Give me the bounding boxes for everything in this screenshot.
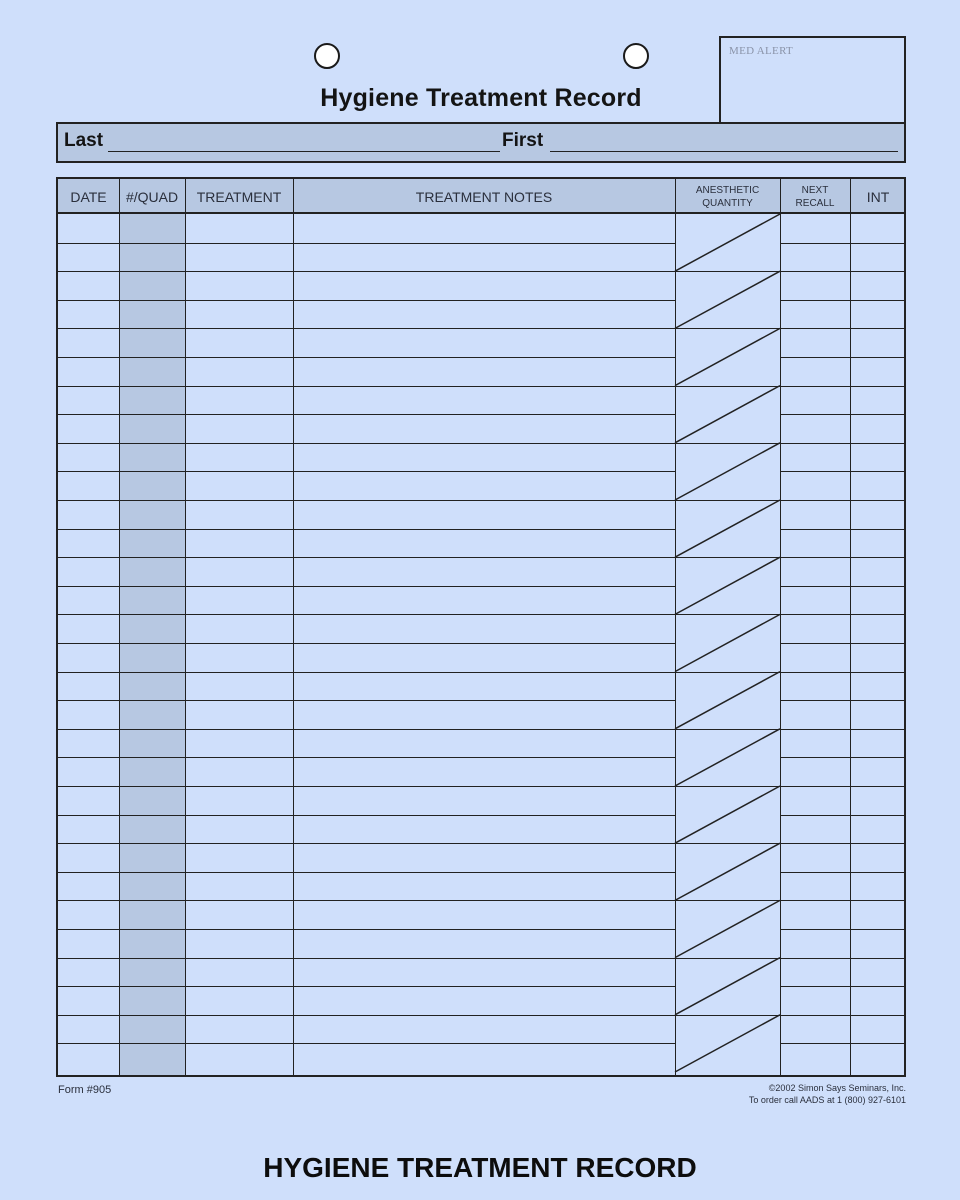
col-header-notes: TREATMENT NOTES [415, 188, 553, 205]
col-header-recall: NEXT RECALL [795, 184, 835, 209]
anesthetic-diagonal [675, 443, 780, 500]
first-name-field[interactable] [550, 151, 898, 152]
bottom-title: HYGIENE TREATMENT RECORD [263, 1152, 697, 1183]
anesthetic-diagonals [58, 179, 904, 1075]
anesthetic-diagonal [675, 386, 780, 443]
anesthetic-diagonal [675, 1015, 780, 1072]
col-header-quad: #/QUAD [125, 188, 179, 205]
anesthetic-diagonal [675, 729, 780, 786]
anesthetic-diagonal [675, 557, 780, 614]
form-title: Hygiene Treatment Record [320, 84, 642, 112]
order-info-text: To order call AADS at 1 (800) 927-6101 [748, 1095, 906, 1105]
med-alert-label: MED ALERT [729, 45, 794, 57]
punch-hole-right [623, 43, 649, 69]
copyright-text: ©2002 Simon Says Seminars, Inc. [768, 1083, 906, 1093]
first-name-label: First [502, 130, 544, 151]
patient-name-bar [56, 122, 906, 163]
anesthetic-diagonal [675, 672, 780, 729]
form-number: Form #905 [58, 1084, 112, 1096]
anesthetic-diagonal [675, 614, 780, 671]
col-header-anesthetic: ANESTHETIC QUANTITY [695, 184, 760, 209]
anesthetic-diagonal [675, 500, 780, 557]
anesthetic-diagonal [675, 271, 780, 328]
anesthetic-diagonal [675, 328, 780, 385]
anesthetic-diagonal [675, 786, 780, 843]
last-name-label: Last [64, 130, 104, 151]
last-name-field[interactable] [108, 151, 500, 152]
col-header-date: DATE [70, 188, 107, 205]
med-alert-box[interactable] [719, 36, 906, 124]
publisher-info [749, 1082, 906, 1106]
anesthetic-diagonal [675, 843, 780, 900]
anesthetic-diagonal [675, 958, 780, 1015]
col-header-treatment: TREATMENT [196, 188, 282, 205]
anesthetic-diagonal [675, 214, 780, 271]
anesthetic-diagonal [675, 900, 780, 957]
punch-hole-left [314, 43, 340, 69]
treatment-table [56, 177, 906, 1077]
col-header-int: INT [866, 188, 890, 205]
